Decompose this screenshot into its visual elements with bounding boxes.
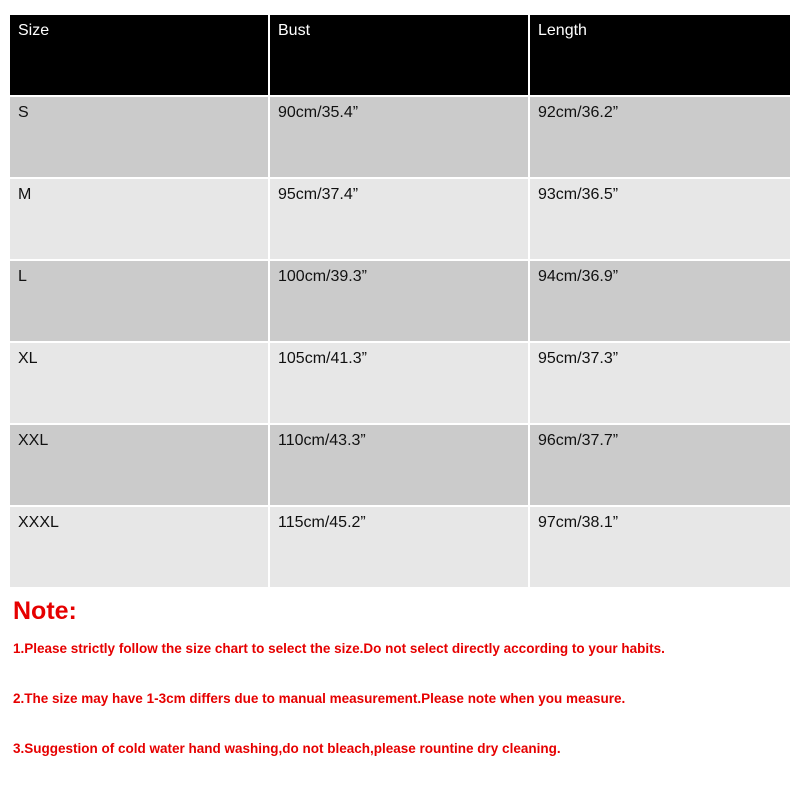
cell-bust: 95cm/37.4” <box>270 179 528 259</box>
note-section <box>13 596 793 758</box>
header-bust: Bust <box>270 15 528 95</box>
header-row <box>10 15 790 95</box>
cell-length: 97cm/38.1” <box>530 507 790 587</box>
table-row <box>10 97 790 177</box>
table-row <box>10 343 790 423</box>
cell-length: 93cm/36.5” <box>530 179 790 259</box>
table-row <box>10 507 790 587</box>
cell-size: XL <box>10 343 268 423</box>
cell-bust: 90cm/35.4” <box>270 97 528 177</box>
cell-length: 94cm/36.9” <box>530 261 790 341</box>
cell-size: M <box>10 179 268 259</box>
note-line-2: 2.The size may have 1-3cm differs due to manual measurement.Please note when you measure. <box>13 691 626 706</box>
table-row <box>10 425 790 505</box>
table-row <box>10 261 790 341</box>
cell-length: 95cm/37.3” <box>530 343 790 423</box>
cell-length: 96cm/37.7” <box>530 425 790 505</box>
cell-bust: 100cm/39.3” <box>270 261 528 341</box>
cell-bust: 115cm/45.2” <box>270 507 528 587</box>
cell-size: L <box>10 261 268 341</box>
header-length: Length <box>530 15 790 95</box>
note-line-1: 1.Please strictly follow the size chart to select the size.Do not select directly according to your habits. <box>13 641 665 656</box>
size-chart-table <box>8 13 792 589</box>
cell-bust: 105cm/41.3” <box>270 343 528 423</box>
cell-bust: 110cm/43.3” <box>270 425 528 505</box>
note-title: Note: <box>13 597 77 625</box>
header-size: Size <box>10 15 268 95</box>
cell-size: S <box>10 97 268 177</box>
note-line-3: 3.Suggestion of cold water hand washing,do not bleach,please rountine dry cleaning. <box>13 741 561 756</box>
table-header <box>10 15 790 95</box>
table-body <box>10 97 790 587</box>
cell-size: XXL <box>10 425 268 505</box>
table-row <box>10 179 790 259</box>
cell-length: 92cm/36.2” <box>530 97 790 177</box>
cell-size: XXXL <box>10 507 268 587</box>
